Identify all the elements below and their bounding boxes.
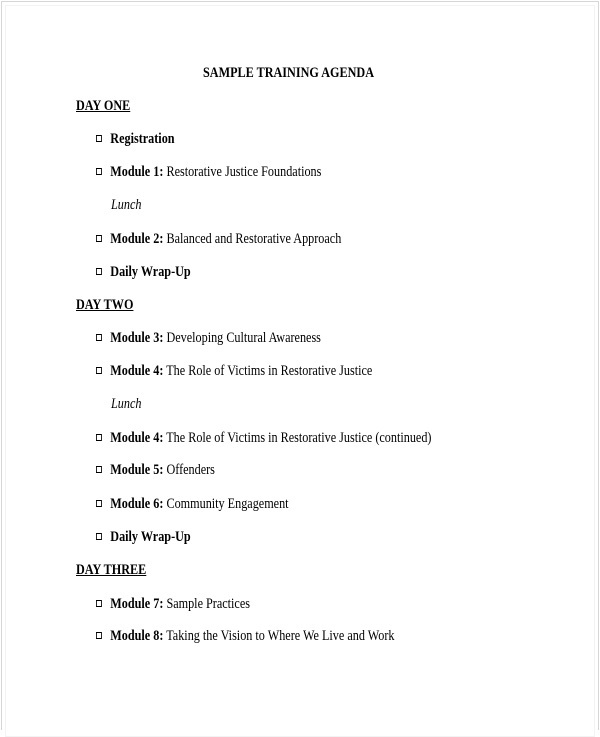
day-two-heading: DAY TWO	[76, 297, 134, 313]
agenda-item	[96, 162, 321, 182]
agenda-item	[96, 328, 321, 348]
agenda-item	[96, 494, 289, 514]
checkbox-bullet-icon	[96, 168, 102, 175]
item-label: Module 6:	[110, 496, 164, 512]
item-label: Registration	[110, 131, 175, 147]
checkbox-bullet-icon	[96, 268, 102, 275]
item-text: The Role of Victims in Restorative Justice (continued)	[163, 430, 432, 446]
day-one-heading: DAY ONE	[76, 98, 131, 114]
lunch-break: Lunch	[111, 197, 142, 213]
item-label: Daily Wrap-Up	[110, 264, 191, 280]
agenda-item	[96, 262, 191, 282]
checkbox-bullet-icon	[96, 500, 102, 507]
item-label: Module 1:	[110, 164, 164, 180]
agenda-item	[96, 229, 341, 249]
checkbox-bullet-icon	[96, 632, 102, 639]
checkbox-bullet-icon	[96, 533, 102, 540]
checkbox-bullet-icon	[96, 466, 102, 473]
item-label: Module 4:	[110, 363, 164, 379]
item-text: Balanced and Restorative Approach	[163, 231, 342, 247]
lunch-break: Lunch	[111, 396, 142, 412]
item-text: Offenders	[163, 462, 215, 478]
item-label: Module 4:	[110, 430, 164, 446]
checkbox-bullet-icon	[96, 367, 102, 374]
agenda-item	[96, 428, 431, 448]
item-text: Sample Practices	[163, 596, 250, 612]
item-label: Daily Wrap-Up	[110, 529, 191, 545]
agenda-item	[96, 626, 395, 646]
day-three-heading: DAY THREE	[76, 562, 147, 578]
item-label: Module 5:	[110, 462, 164, 478]
agenda-item	[96, 460, 215, 480]
item-text: Community Engagement	[163, 496, 289, 512]
checkbox-bullet-icon	[96, 600, 102, 607]
agenda-item	[96, 594, 250, 614]
item-text: Taking the Vision to Where We Live and Work	[163, 628, 395, 644]
item-text: Restorative Justice Foundations	[163, 164, 322, 180]
agenda-item	[96, 129, 175, 149]
item-label: Module 7:	[110, 596, 164, 612]
checkbox-bullet-icon	[96, 135, 102, 142]
agenda-item	[96, 361, 372, 381]
item-label: Module 3:	[110, 330, 164, 346]
item-label: Module 2:	[110, 231, 164, 247]
checkbox-bullet-icon	[96, 235, 102, 242]
checkbox-bullet-icon	[96, 434, 102, 441]
item-text: Developing Cultural Awareness	[163, 330, 321, 346]
item-label: Module 8:	[110, 628, 164, 644]
document-title: SAMPLE TRAINING AGENDA	[203, 65, 375, 81]
agenda-item	[96, 527, 191, 547]
item-text: The Role of Victims in Restorative Justice	[163, 363, 373, 379]
checkbox-bullet-icon	[96, 334, 102, 341]
